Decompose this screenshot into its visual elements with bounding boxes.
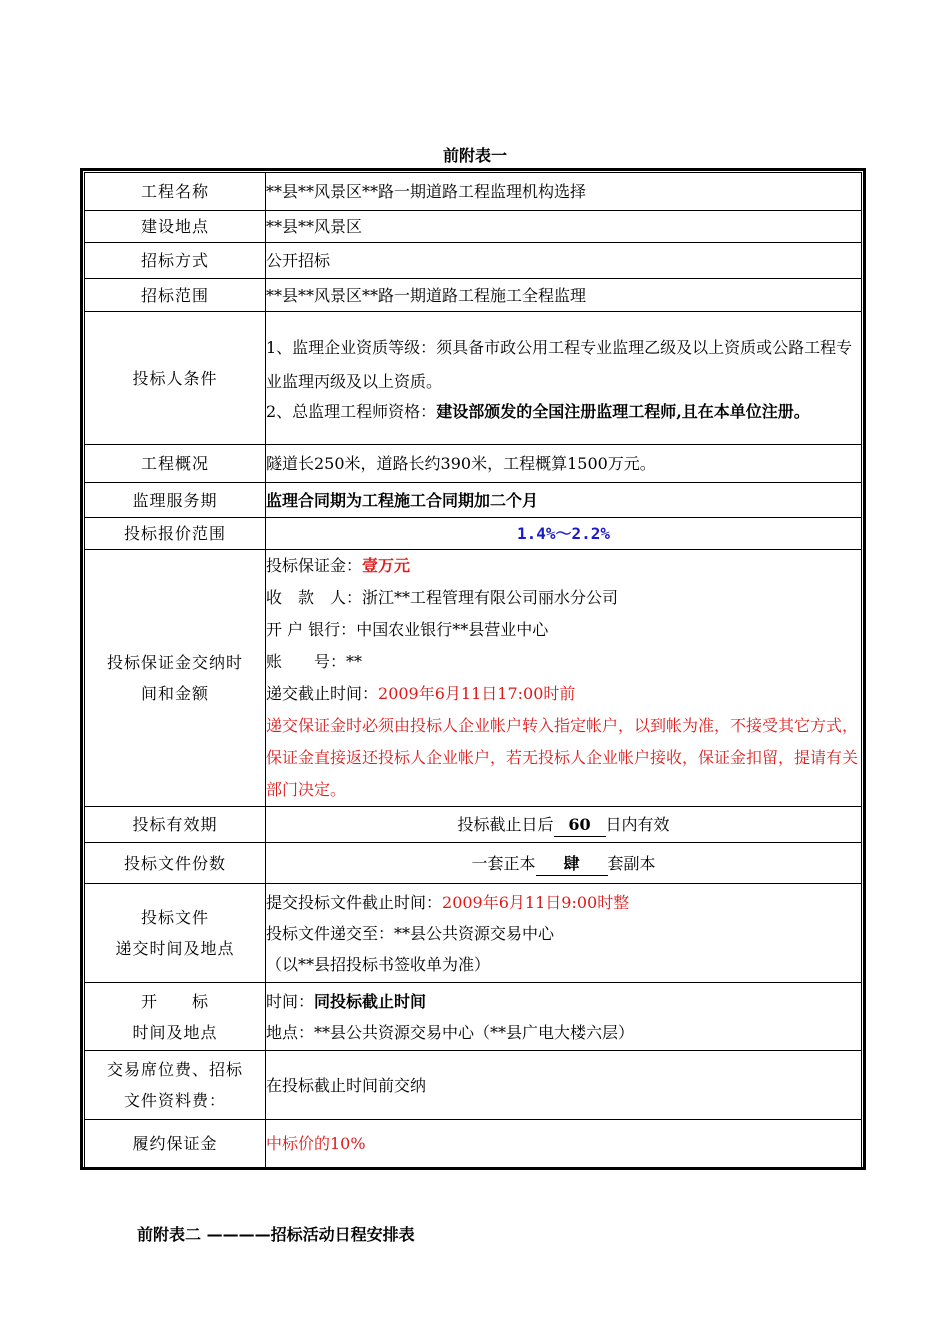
label-opening (85, 983, 266, 1051)
value-project-name: **县**风景区**路一期道路工程监理机构选择 (266, 173, 862, 211)
qualification-line-2 (266, 399, 861, 425)
qualification-line-1: 1、监理企业资质等级：须具备市政公用工程专业监理乙级及以上资质或公路工程专业监理丙级及以上资质。 (266, 338, 853, 391)
value-performance: 中标价的10% (266, 1120, 862, 1168)
row-price-range (85, 518, 862, 550)
bid-info-table (84, 172, 862, 1168)
deposit-deadline (266, 678, 861, 710)
opening-time-label: 时间： (266, 991, 315, 1011)
row-deposit (85, 550, 862, 807)
submission-note: （以**县招投标书签收单为准） (266, 954, 491, 974)
submission-deadline-label: 提交投标文件截止时间： (266, 892, 443, 912)
label-performance: 履约保证金 (85, 1120, 266, 1168)
deposit-deadline-label: 递交截止时间： (266, 684, 379, 703)
label-copies: 投标文件份数 (85, 843, 266, 884)
value-scope: **县**风景区**路一期道路工程施工全程监理 (266, 279, 862, 312)
deposit-bank-label: 开 户 银行： (266, 620, 357, 639)
value-validity (266, 807, 862, 843)
label-period: 监理服务期 (85, 483, 266, 518)
deposit-payee-value: 浙江**工程管理有限公司丽水分公司 (362, 588, 619, 607)
label-fees-line-2: 文件资料费： (123, 1091, 226, 1110)
value-copies (266, 843, 862, 884)
value-fees: 在投标截止时间前交纳 (266, 1051, 862, 1120)
row-project-name (85, 173, 862, 211)
label-qualification: 投标人条件 (85, 312, 266, 445)
row-validity (85, 807, 862, 843)
label-opening-line-2: 时间及地点 (132, 1022, 218, 1042)
label-price-range: 投标报价范围 (85, 518, 266, 550)
deposit-amount (266, 550, 861, 582)
deposit-bank-value: 中国农业银行**县营业中心 (356, 620, 549, 639)
label-scope: 招标范围 (85, 279, 266, 312)
value-deposit (266, 550, 862, 807)
label-deposit-line-1: 投标保证金交纳时 (106, 653, 243, 672)
row-overview (85, 445, 862, 483)
label-project-name: 工程名称 (85, 173, 266, 211)
row-performance (85, 1120, 862, 1168)
copies-prefix: 一套正本 (471, 853, 536, 873)
value-price-range (266, 518, 862, 550)
qualification-line-2-prefix: 2、总监理工程师资格： (266, 402, 437, 421)
submission-deadline (266, 887, 861, 918)
deposit-account-label: 账 号： (266, 652, 347, 671)
deposit-account-value: ** (346, 652, 363, 671)
label-submission-line-2: 递交时间及地点 (115, 939, 235, 958)
row-copies (85, 843, 862, 884)
validity-suffix: 日内有效 (605, 815, 670, 834)
deposit-amount-value: 壹万元 (362, 556, 411, 575)
label-fees (85, 1051, 266, 1120)
deposit-note: 递交保证金时必须由投标人企业帐户转入指定帐户，以到帐为准，不接受其它方式，保证金直接返还投标人企业帐户，若无投标人企业帐户接收，保证金扣留，提请有关部门决定。 (266, 716, 859, 799)
table-one-title: 前附表一 (442, 146, 507, 165)
label-opening-line-1: 开 标 (140, 991, 209, 1011)
label-location: 建设地点 (85, 211, 266, 243)
label-overview: 工程概况 (85, 445, 266, 483)
label-submission-line-1: 投标文件 (140, 908, 209, 927)
validity-prefix: 投标截止日后 (457, 815, 554, 834)
submission-deadline-value: 2009年6月11日9:00时整 (442, 892, 630, 912)
label-submission (85, 884, 266, 983)
deposit-account (266, 646, 861, 678)
deposit-amount-label: 投标保证金： (266, 556, 363, 575)
value-location: **县**风景区 (266, 211, 862, 243)
value-method: 公开招标 (266, 243, 862, 279)
deposit-deadline-value: 2009年6月11日17:00时前 (378, 684, 576, 703)
row-opening (85, 983, 862, 1051)
table-two-title: 前附表二 ————招标活动日程安排表 (137, 1225, 415, 1244)
deposit-payee (266, 582, 861, 614)
validity-days: 60 (554, 814, 606, 837)
value-overview: 隧道长250米，道路长约390米，工程概算1500万元。 (266, 445, 862, 483)
price-range-text: 1.4%～2.2% (516, 524, 611, 543)
submission-place: 投标文件递交至：**县公共资源交易中心 (266, 923, 555, 943)
qualification-line-2-bold: 建设部颁发的全国注册监理工程师,且在本单位注册。 (436, 402, 810, 421)
value-qualification (266, 312, 862, 445)
row-scope (85, 279, 862, 312)
row-period (85, 483, 862, 518)
value-opening (266, 983, 862, 1051)
row-fees (85, 1051, 862, 1120)
row-qualification (85, 312, 862, 445)
label-deposit-line-2: 间和金额 (140, 684, 209, 703)
label-fees-line-1: 交易席位费、招标 (106, 1060, 243, 1079)
opening-time-value: 同投标截止时间 (314, 991, 427, 1011)
deposit-payee-label: 收 款 人： (266, 588, 363, 607)
copies-count: 肆 (536, 853, 608, 876)
label-validity: 投标有效期 (85, 807, 266, 843)
row-location (85, 211, 862, 243)
deposit-bank (266, 614, 861, 646)
label-method: 招标方式 (85, 243, 266, 279)
row-method (85, 243, 862, 279)
opening-time (266, 986, 861, 1017)
value-submission (266, 884, 862, 983)
row-submission (85, 884, 862, 983)
copies-suffix: 套副本 (607, 853, 656, 873)
opening-place: 地点：**县公共资源交易中心（**县广电大楼六层） (266, 1022, 635, 1042)
value-period: 监理合同期为工程施工合同期加二个月 (266, 483, 862, 518)
label-deposit (85, 550, 266, 807)
